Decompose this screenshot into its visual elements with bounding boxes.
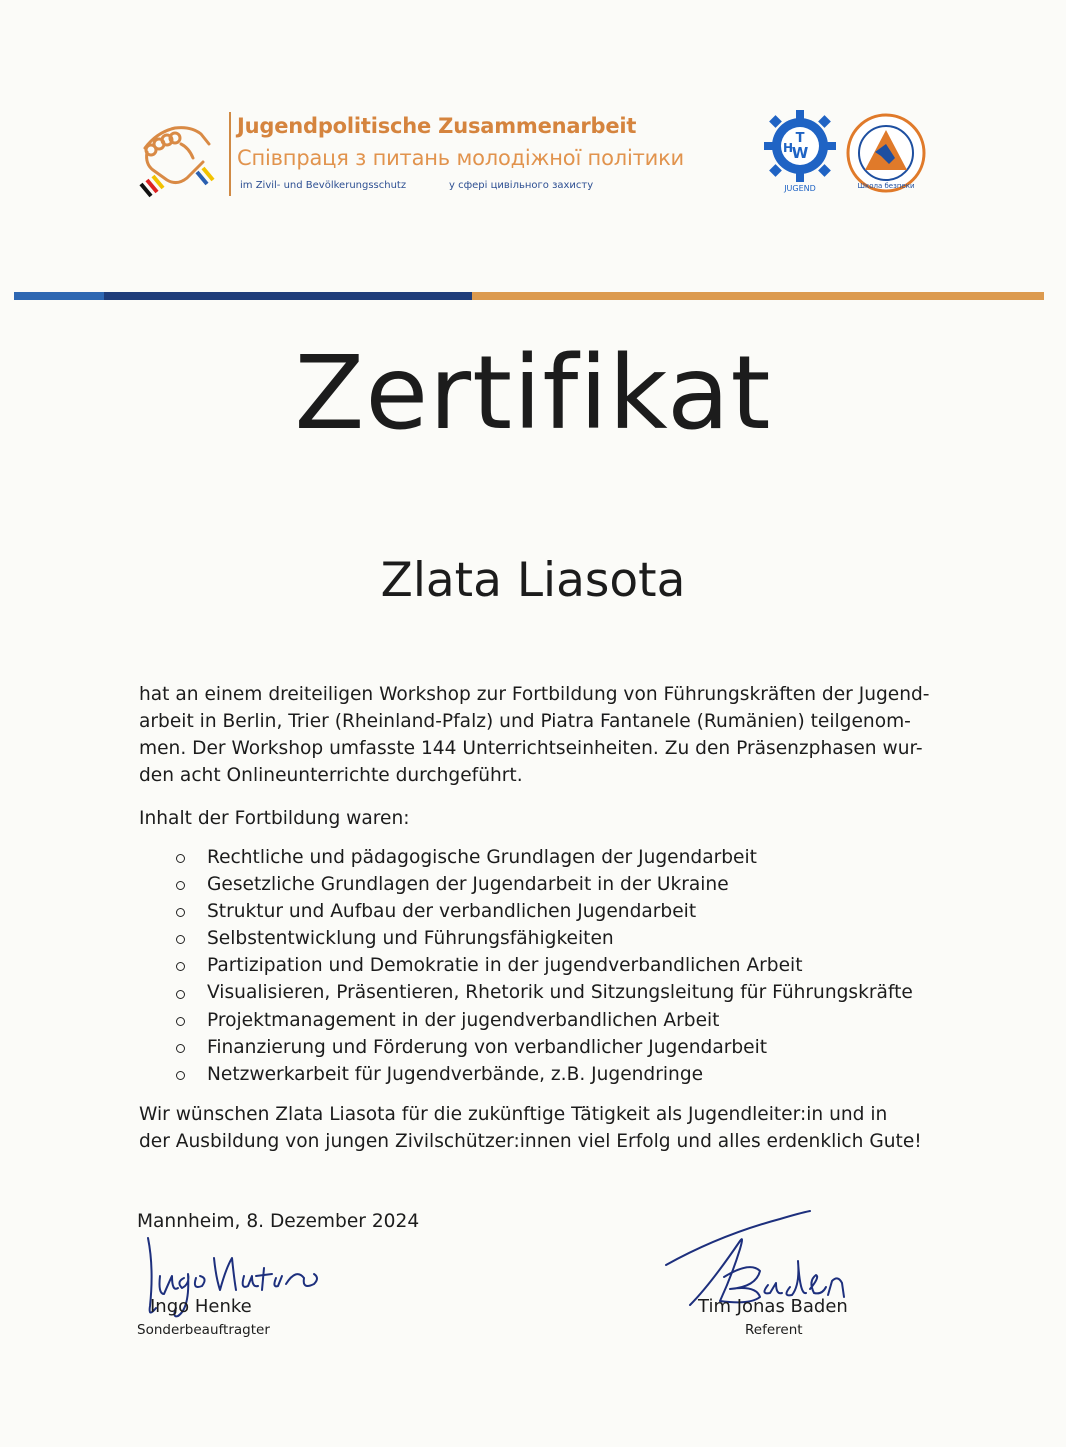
list-item xyxy=(176,1034,913,1061)
topic-text: Partizipation und Demokratie in der jugendverbandlichen Arbeit xyxy=(207,955,803,977)
signer2-role: Referent xyxy=(745,1322,803,1338)
topic-text: Netzwerkarbeit für Jugendverbände, z.B. Jugendringe xyxy=(207,1063,704,1085)
closing-line: der Ausbildung von jungen Zivilschützer:innen viel Erfolg und alles erdenklich Gute! xyxy=(139,1131,922,1152)
divider-segment-orange xyxy=(472,292,1044,300)
bullet-circle-icon xyxy=(176,1017,185,1026)
bullet-circle-icon xyxy=(176,854,185,863)
thw-jugend-logo-icon xyxy=(762,108,838,194)
list-item xyxy=(176,979,913,1006)
bullet-circle-icon xyxy=(176,1044,185,1053)
header xyxy=(137,108,937,208)
org-name-german: Jugendpolitische Zusammenarbeit xyxy=(237,114,637,138)
certificate-paragraph xyxy=(139,681,930,789)
paragraph-line: den acht Onlineunterrichte durchgeführt. xyxy=(139,765,523,786)
paragraph-line: arbeit in Berlin, Trier (Rheinland-Pfalz) und Piatra Fantanele (Rumänien) teilgenom- xyxy=(139,711,911,732)
org-name-ukrainian: Співпраця з питань молодіжної політики xyxy=(237,146,685,170)
paragraph-line: hat an einem dreiteiligen Workshop zur Fortbildung von Führungskräften der Jugend- xyxy=(139,684,930,705)
topics-list xyxy=(176,844,913,1088)
bullet-circle-icon xyxy=(176,935,185,944)
list-item xyxy=(176,898,913,925)
bullet-circle-icon xyxy=(176,908,185,917)
topic-text: Rechtliche und pädagogische Grundlagen der Jugendarbeit xyxy=(207,847,757,868)
handshake-logo-icon xyxy=(137,114,217,198)
topic-text: Gesetzliche Grundlagen der Jugendarbeit in der Ukraine xyxy=(207,874,729,896)
bullet-circle-icon xyxy=(176,962,185,971)
signer1-role: Sonderbeauftragter xyxy=(137,1322,270,1338)
list-item xyxy=(176,844,913,871)
list-item xyxy=(176,1007,913,1034)
place-and-date: Mannheim, 8. Dezember 2024 xyxy=(137,1211,420,1232)
svg-text:T: T xyxy=(795,131,805,146)
signer2-name: Tim Jonas Baden xyxy=(698,1296,848,1317)
divider-segment-dark-blue xyxy=(104,292,472,300)
divider-segment-light-blue xyxy=(14,292,104,300)
list-item xyxy=(176,952,913,979)
signer1-name: Ingo Henke xyxy=(150,1296,252,1317)
closing-paragraph xyxy=(139,1101,922,1155)
list-item xyxy=(176,1061,913,1088)
svg-text:H: H xyxy=(782,141,794,155)
header-divider xyxy=(229,112,231,196)
topic-text: Visualisieren, Präsentieren, Rhetorik und Sitzungsleitung für Führungskräfte xyxy=(207,982,913,1004)
bullet-circle-icon xyxy=(176,990,185,999)
certificate-title: Zertifikat xyxy=(294,334,772,453)
list-item xyxy=(176,925,913,952)
org-subtitle-ukrainian: у сфері цивільного захисту xyxy=(449,180,594,191)
topic-text: Projektmanagement in der jugendverbandlichen Arbeit xyxy=(207,1009,720,1031)
divider-bar xyxy=(14,292,1044,300)
topic-text: Selbstentwicklung und Führungsfähigkeiten xyxy=(207,928,614,950)
org-subtitle-german: im Zivil- und Bevölkerungsschutz xyxy=(240,180,407,191)
safety-school-logo-icon xyxy=(845,112,927,194)
bullet-circle-icon xyxy=(176,881,185,890)
svg-text:JUGEND: JUGEND xyxy=(784,184,816,193)
svg-text:Школа безпеки: Школа безпеки xyxy=(857,182,915,190)
topic-text: Struktur und Aufbau der verbandlichen Jugendarbeit xyxy=(207,901,697,923)
svg-text:W: W xyxy=(791,144,809,162)
list-item xyxy=(176,871,913,898)
bullet-circle-icon xyxy=(176,1071,185,1080)
topic-text: Finanzierung und Förderung von verbandlicher Jugendarbeit xyxy=(207,1036,768,1058)
contents-intro: Inhalt der Fortbildung waren: xyxy=(139,808,410,829)
paragraph-line: men. Der Workshop umfasste 144 Unterrichtseinheiten. Zu den Präsenzphasen wur- xyxy=(139,738,923,759)
recipient-name: Zlata Liasota xyxy=(380,553,686,608)
closing-line: Wir wünschen Zlata Liasota für die zukünftige Tätigkeit als Jugendleiter:in und in xyxy=(139,1104,888,1125)
